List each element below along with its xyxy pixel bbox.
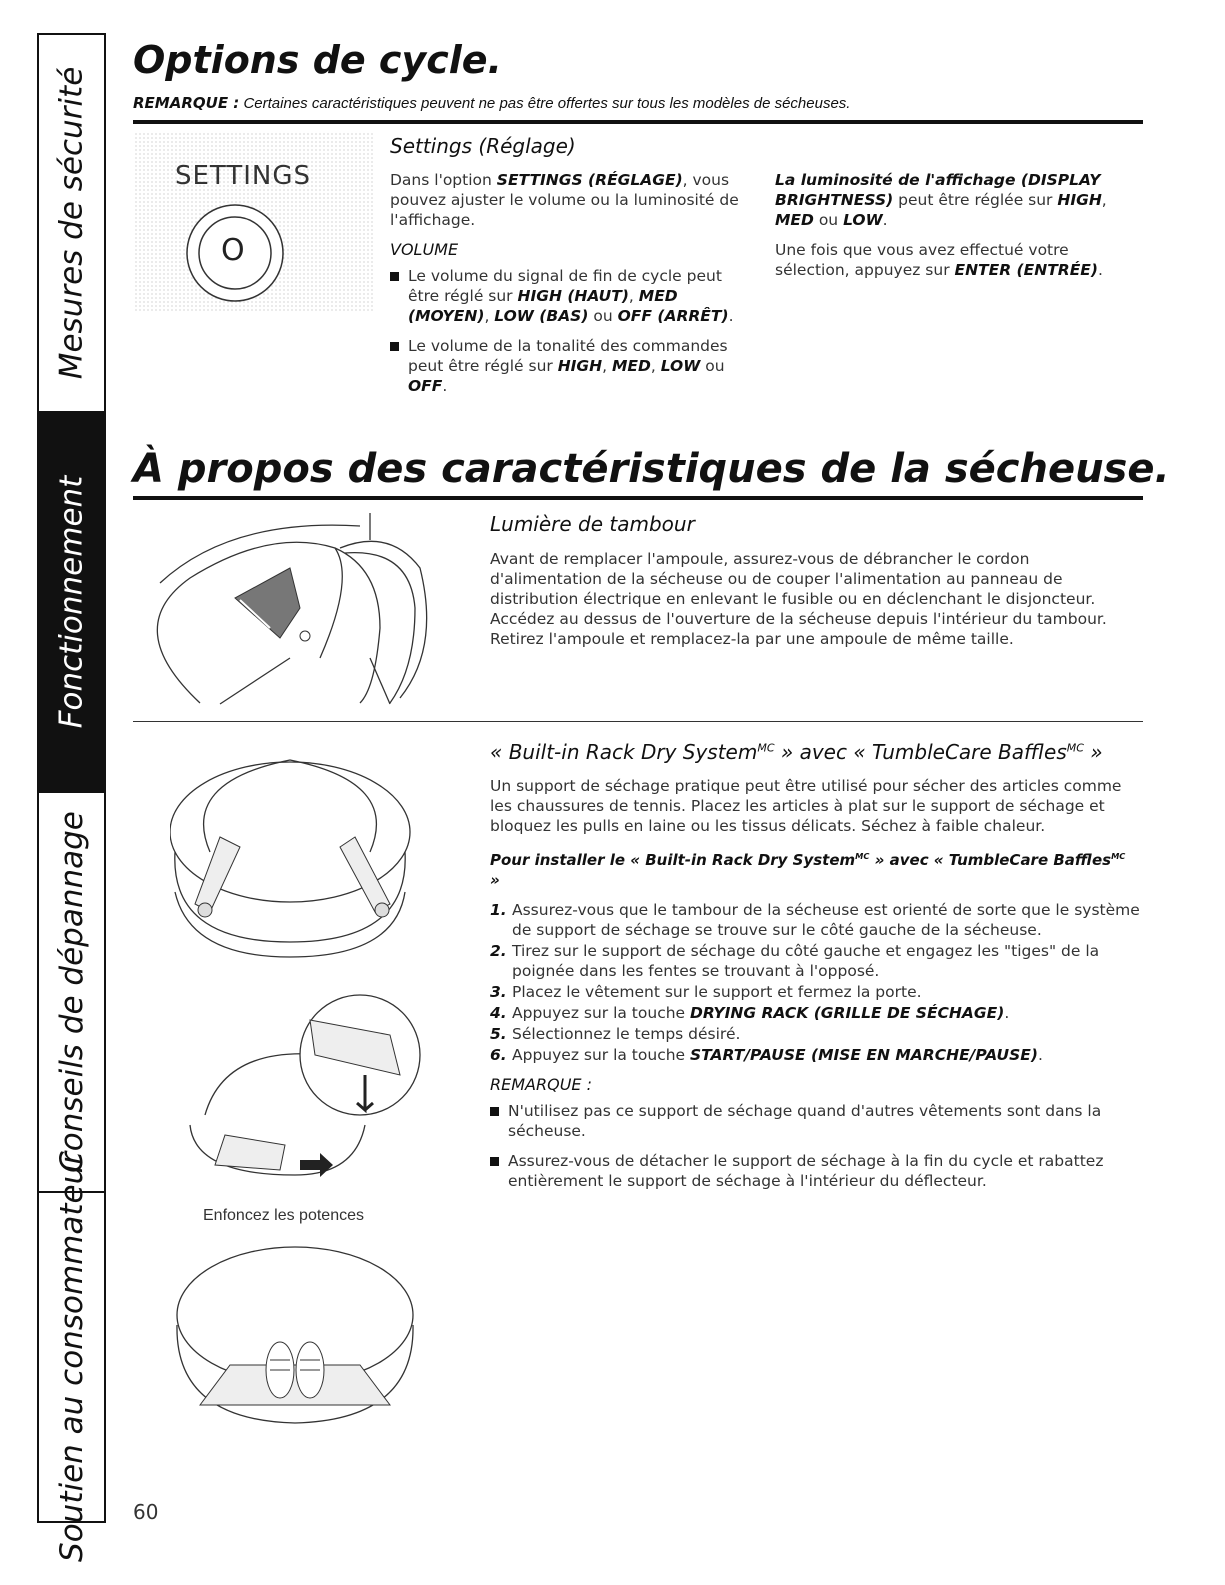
tab-conseils-de-depannage[interactable]	[39, 793, 104, 1193]
settings-heading: Settings (Réglage)	[390, 134, 576, 158]
rack-text	[490, 776, 1140, 1201]
drum-light-illustration	[140, 508, 430, 708]
rack-heading: « Built-in Rack Dry System$^{MC}$ » avec « TumbleCare Baffles$^{MC}$ »	[490, 740, 1103, 764]
volume-bullet-1: Le volume du signal de fin de cycle peut être réglé sur HIGH (HAUT), MED (MOYEN), LOW (BAS) ou OFF (ARRÊT).	[390, 266, 755, 326]
rack-install-heading: Pour installer le « Built-in Rack Dry System$^{MC}$ » avec « TumbleCare Baffles$^{MC}$ »	[490, 851, 1126, 889]
rack-intro: Un support de séchage pratique peut être utilisé pour sécher des articles comme les chaussures de tennis. Placez les articles à plat sur le support de séchage et bloquez les pulls en laine ou les tissus délicats. Séchez à faible chaleur.	[490, 777, 1122, 835]
settings-intro: Dans l'option SETTINGS (RÉGLAGE), vous pouvez ajuster le volume ou la luminosité de l'affichage.	[390, 171, 739, 229]
volume-label: VOLUME	[390, 240, 459, 259]
rack-remarque-label: REMARQUE :	[490, 1075, 592, 1094]
tab-label: Mesures de sécurité	[53, 66, 90, 380]
rack-caption: Enfoncez les potences	[203, 1207, 364, 1224]
rack-illustration-1	[170, 742, 420, 1002]
section-title: À propos des caractéristiques de la sécheuse.	[133, 446, 1170, 492]
rack-illustration-2	[185, 985, 425, 1185]
tab-mesures-de-securite[interactable]	[39, 35, 104, 413]
step-1: 1. Assurez-vous que le tambour de la sécheuse est orienté de sorte que le système de support de séchage se trouve sur le côté gauche de la sécheuse.	[490, 901, 1140, 939]
rack-illustration-3	[170, 1245, 420, 1445]
settings-panel-label: SETTINGS	[175, 161, 312, 191]
bullet-square	[390, 342, 399, 351]
rack-note-2: Assurez-vous de détacher le support de séchage à la fin du cycle et rabattez entièrement le support de séchage à l'intérieur du déflecteur.	[490, 1151, 1140, 1191]
settings-button-symbol: O	[221, 233, 245, 268]
tab-label: Fonctionnement	[53, 475, 90, 729]
settings-column-1	[390, 170, 755, 406]
page-number: 60	[133, 1500, 159, 1524]
page-title: Options de cycle.	[133, 38, 502, 82]
step-3: 3. Placez le vêtement sur le support et fermez la porte.	[490, 983, 922, 1001]
settings-panel-image	[135, 133, 375, 313]
tab-label: Soutien au consommateur	[53, 1152, 90, 1562]
volume-bullet-2: Le volume de la tonalité des commandes peut être réglé sur HIGH, MED, LOW ou OFF.	[390, 336, 755, 396]
settings-column-2	[775, 170, 1130, 290]
drum-light-heading: Lumière de tambour	[490, 512, 695, 536]
enter-text: Une fois que vous avez effectué votre sélection, appuyez sur ENTER (ENTRÉE).	[775, 241, 1103, 279]
divider	[133, 721, 1143, 722]
section-rule	[133, 120, 1143, 124]
step-4: 4. Appuyez sur la touche DRYING RACK (GRILLE DE SÉCHAGE).	[490, 1004, 1010, 1022]
step-2: 2. Tirez sur le support de séchage du côté gauche et engagez les "tiges" de la poignée dans les fentes se trouvant à l'opposé.	[490, 942, 1100, 980]
tab-label: Conseils de dépannage	[53, 811, 90, 1173]
bullet-square	[390, 272, 399, 281]
settings-panel-drawing	[135, 133, 375, 313]
tab-soutien-au-consommateur[interactable]	[39, 1152, 104, 1562]
bullet-square	[490, 1107, 499, 1116]
step-6: 6. Appuyez sur la touche START/PAUSE (MISE EN MARCHE/PAUSE).	[490, 1046, 1043, 1064]
drum-light-text: Avant de remplacer l'ampoule, assurez-vous de débrancher le cordon d'alimentation de la sécheuse ou de couper l'alimentation au panneau de distribution électrique en enlevant le fusible ou en déclenchant le disjoncteur. Accédez au dessus de l'ouverture de la sécheuse depuis l'intérieur du tambour. Retirez l'ampoule et remplacez-la par une ampoule de même taille.	[490, 550, 1107, 648]
tab-fonctionnement[interactable]	[39, 413, 104, 793]
step-5: 5. Sélectionnez le temps désiré.	[490, 1025, 741, 1043]
rack-note-1: N'utilisez pas ce support de séchage quand d'autres vêtements sont dans la sécheuse.	[490, 1101, 1140, 1141]
bullet-square	[490, 1157, 499, 1166]
section-rule	[133, 496, 1143, 500]
brightness-text: La luminosité de l'affichage (DISPLAY BRIGHTNESS) peut être réglée sur HIGH, MED ou LOW.	[775, 171, 1107, 229]
note: REMARQUE : Certaines caractéristiques peuvent ne pas être offertes sur tous les modèles de sécheuses.	[133, 94, 851, 112]
section-tabs	[37, 33, 106, 1562]
